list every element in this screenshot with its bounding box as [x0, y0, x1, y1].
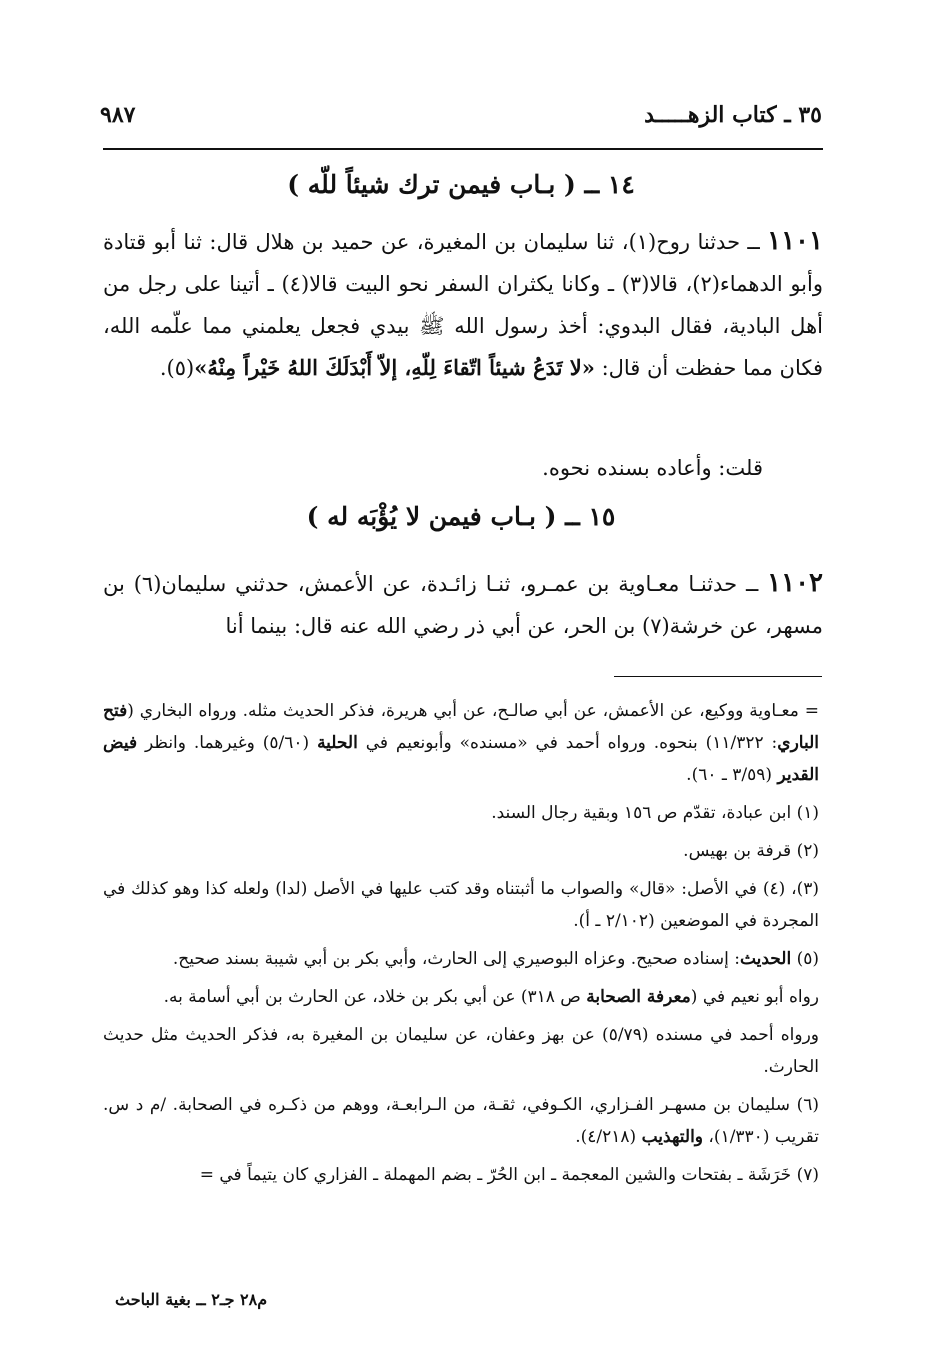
hadith-text: ــ حدثنـا معـاوية بن عمـرو، ثنـا زائـدة، عن الأعمش، حدثني سليمان(٦) بن مسهر، عن خرشة(٧) بن الحر، عن أبي ذر رضي الله عنه قال: بينما أنا: [103, 572, 823, 638]
prophetic-quote: «لا تَدَعُ شيئاً اتّقاءَ لِلّهِ، إلاّ أَبْدَلَكَ اللهُ خَيْراً مِنْهُ»: [194, 355, 595, 380]
footnote-continuation: = معـاوية ووكيع، عن الأعمش، عن أبي صالـح، عن أبي هريرة، فذكر الحديث مثله. ورواه البخاري (فتح الباري: ١١/٣٢٢) بنحوه. ورواه أحمد في «مسنده» وأبونعيم في الحلية (٥/٦٠) وغيرهما. وانظر فيض القدير (٣/٥٩ ـ ٦٠).: [103, 701, 819, 785]
page-number: ٩٨٧: [100, 102, 136, 128]
hadith-number: ١١٠٢: [767, 568, 824, 598]
footnote-5-abu-nuaym: رواه أبو نعيم في (معرفة الصحابة ص ٣١٨) عن أبي بكر بن خلاد، عن الحارث بن أبي أسامة به.: [163, 987, 819, 1007]
footnote-ref: (٥).: [159, 356, 195, 380]
footnote-separator: [614, 676, 822, 677]
footnote-3-4: (٣)، (٤) في الأصل: «قال» والصواب ما أثبتناه وقد كتب عليها في الأصل (لدا) ولعله كذا وهو كذلك في المجردة في الموضعين (٢/١٠٢ ـ أ).: [103, 879, 820, 931]
hadith-number: ١١٠١: [767, 226, 823, 256]
author-note: قلت: وأعاده بسنده نحوه.: [542, 456, 763, 480]
footnote-1: (١) ابن عبادة، تقدّم ص ١٥٦ وبقية رجال السند.: [491, 803, 819, 823]
footnote-5-ahmad: ورواه أحمد في مسنده (٥/٧٩) عن بهز وعفان، عن سليمان بن المغيرة به، فذكر الحديث مثل حديث الحارث.: [103, 1025, 819, 1077]
chapter-title: ٣٥ ـ كتاب الزهـــــد: [644, 102, 822, 128]
hadith-text: ــ حدثنا روح(١)، ثنا سليمان بن المغيرة، عن حميد بن هلال قال: ثنا أبو قتادة وأبو الدهماء(٢)، قالا(٣) ـ وكانا يكثران السفر نحو البيت قالا(٤) ـ أتينا على رجل من أهل البادية، فقال البدوي: أخذ رسول الله ﷺ بيدي فجعل يعلمني مما علّمه الله، فكان مما حفظت أن قال:: [103, 230, 823, 380]
printer-signature: م٢٨ جـ٢ ــ بغية الباحث: [115, 1290, 268, 1309]
footnote-5: (٥) الحديث: إسناده صحيح. وعزاه البوصيري إلى الحارث، وأبي بكر بن أبي شيبة بسند صحيح.: [172, 949, 819, 969]
footnote-7: (٧) خَرَشَة ـ بفتحات والشين المعجمة ـ ابن الحُرّ ـ بضم المهملة ـ الفزاري كان يتيماً في =: [199, 1165, 819, 1185]
hadith-1101: [103, 220, 823, 389]
section-15-title: ١٥ ــ ( بـاب فيمن لا يُؤْبَه له ): [306, 502, 616, 531]
header-rule: [103, 148, 823, 150]
running-header: [100, 102, 822, 134]
section-14-title: ١٤ ــ ( بـاب فيمن ترك شيئاً للّه ): [287, 170, 635, 199]
footnote-6: (٦) سليمان بن مسهـر الفـزاري، الكـوفي، ثقـة، من الـرابعـة، ووهم من ذكـره في الصحابة. /م د س. تقريب (١/٣٣٠)، والتهذيب (٤/٢١٨).: [103, 1095, 819, 1147]
hadith-1102: [103, 562, 823, 647]
footnote-2: (٢) قرفة بن بهيس.: [683, 841, 819, 861]
footnotes: [103, 695, 819, 1197]
